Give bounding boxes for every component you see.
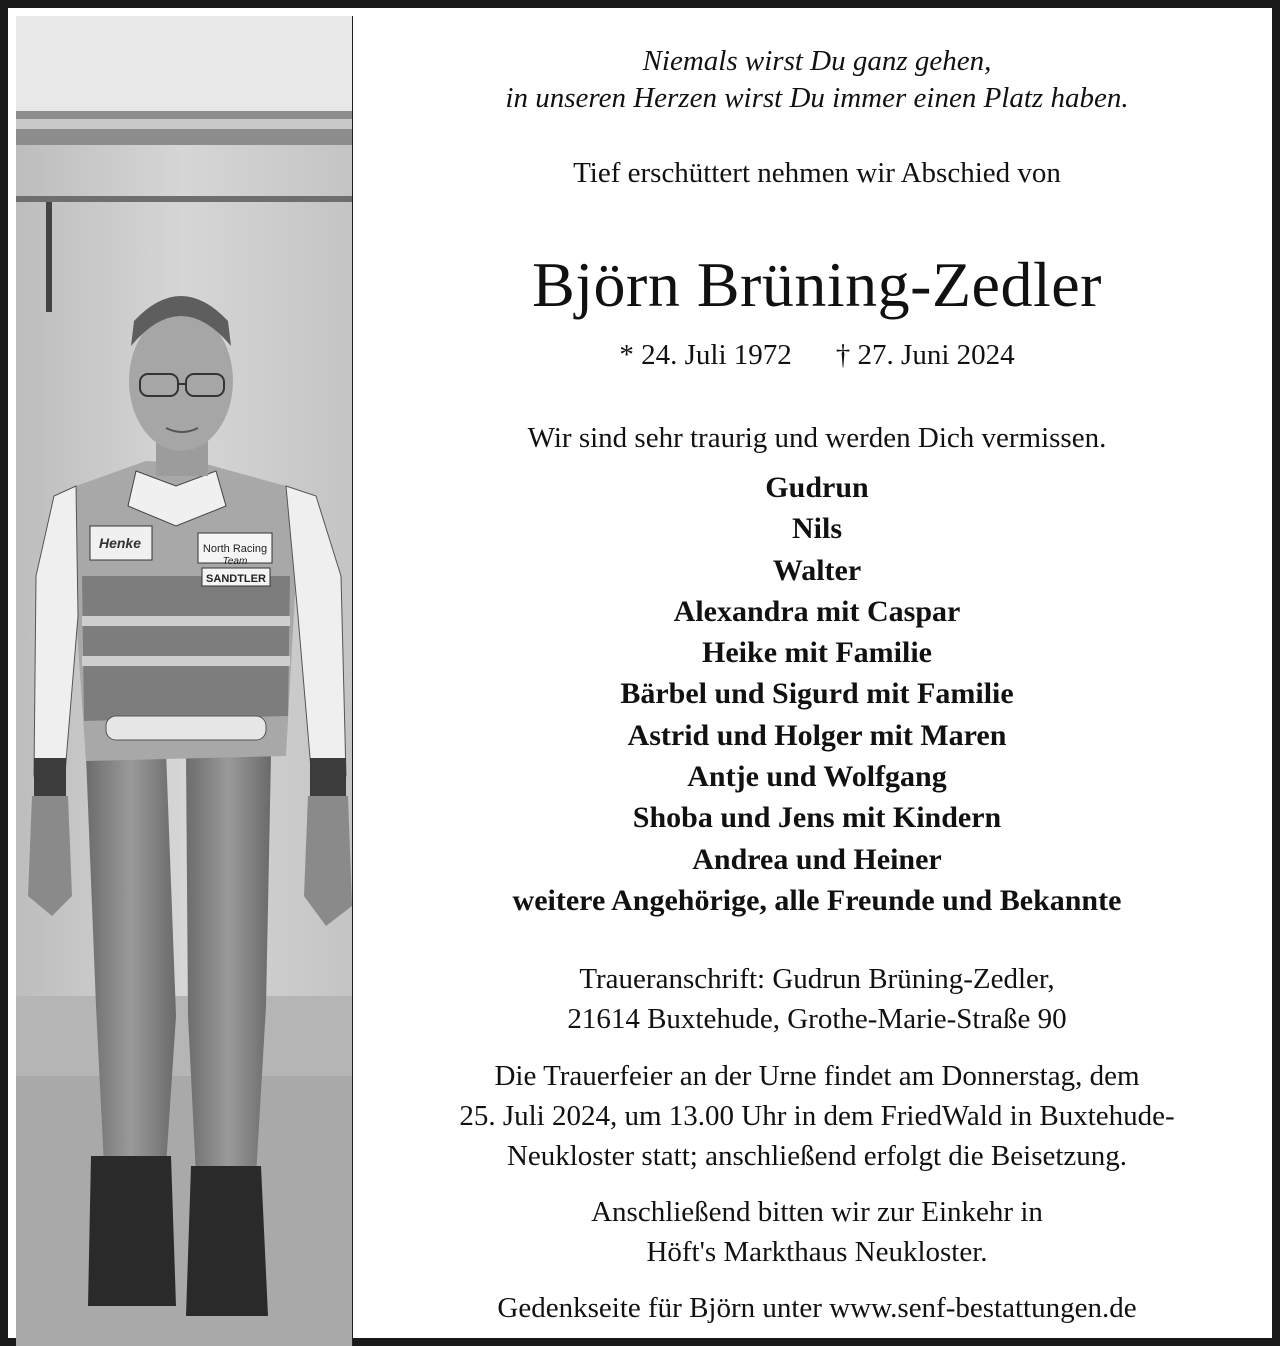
mourner-entry: Bärbel und Sigurd mit Familie: [620, 677, 1014, 711]
death-date: † 27. Juni 2024: [835, 339, 1015, 371]
mourner-entry: Andrea und Heiner: [692, 842, 942, 876]
mourner-entry: weitere Angehörige, alle Freunde und Bekannte: [512, 883, 1122, 917]
memorial-website[interactable]: Gedenkseite für Björn unter www.senf-bestattungen.de: [497, 1292, 1137, 1324]
deceased-name: Björn Brüning-Zedler: [532, 249, 1102, 320]
reception-line-1: Anschließend bitten wir zur Einkehr in: [591, 1196, 1043, 1228]
address-line-1: Traueranschrift: Gudrun Brüning-Zedler,: [579, 963, 1055, 995]
mourner-entry: Heike mit Familie: [702, 636, 932, 670]
mourner-entry: Shoba und Jens mit Kindern: [632, 801, 1002, 835]
motto: [354, 43, 1280, 117]
ceremony-info: [354, 1056, 1280, 1176]
mourners-list: [354, 467, 1280, 921]
ceremony-line-3: Neukloster statt; anschließend erfolgt die Beisetzung.: [506, 1140, 1128, 1172]
intro-text: Tief erschüttert nehmen wir Abschied von: [573, 157, 1061, 189]
obituary-text: [354, 16, 1280, 1346]
ceremony-line-1: Die Trauerfeier an der Urne findet am Donnerstag, dem: [494, 1060, 1140, 1092]
mourner-entry: Alexandra mit Caspar: [673, 594, 961, 628]
ceremony-line-2: 25. Juli 2024, um 13.00 Uhr in dem FriedWald in Buxtehude-: [459, 1100, 1175, 1132]
motto-line-2: in unseren Herzen wirst Du immer einen Platz haben.: [505, 82, 1129, 114]
suit-patch-text: Team: [222, 556, 248, 567]
mourner-entry: Antje und Wolfgang: [687, 760, 947, 794]
reception-info: [354, 1192, 1280, 1272]
reception-line-2: Höft's Markthaus Neukloster.: [646, 1236, 988, 1268]
mourner-entry: Gudrun: [765, 471, 869, 504]
birth-date: * 24. Juli 1972: [619, 339, 792, 371]
suit-patch-text: Henke: [98, 535, 142, 551]
sorrow-statement: Wir sind sehr traurig und werden Dich vermissen.: [527, 422, 1107, 454]
motto-line-1: Niemals wirst Du ganz gehen,: [642, 45, 992, 77]
mourning-address: [354, 959, 1280, 1039]
suit-patch-text: North Racing: [202, 543, 268, 555]
racing-driver-illustration: [16, 16, 352, 1346]
mourner-entry: Nils: [791, 512, 842, 546]
mourner-entry: Walter: [772, 553, 862, 587]
mourner-entry: Astrid und Holger mit Maren: [627, 718, 1007, 752]
portrait-photo: [16, 16, 353, 1346]
address-line-2: 21614 Buxtehude, Grothe-Marie-Straße 90: [567, 1003, 1067, 1035]
suit-patch-text: SANDTLER: [206, 573, 266, 585]
life-dates: [354, 339, 1280, 372]
